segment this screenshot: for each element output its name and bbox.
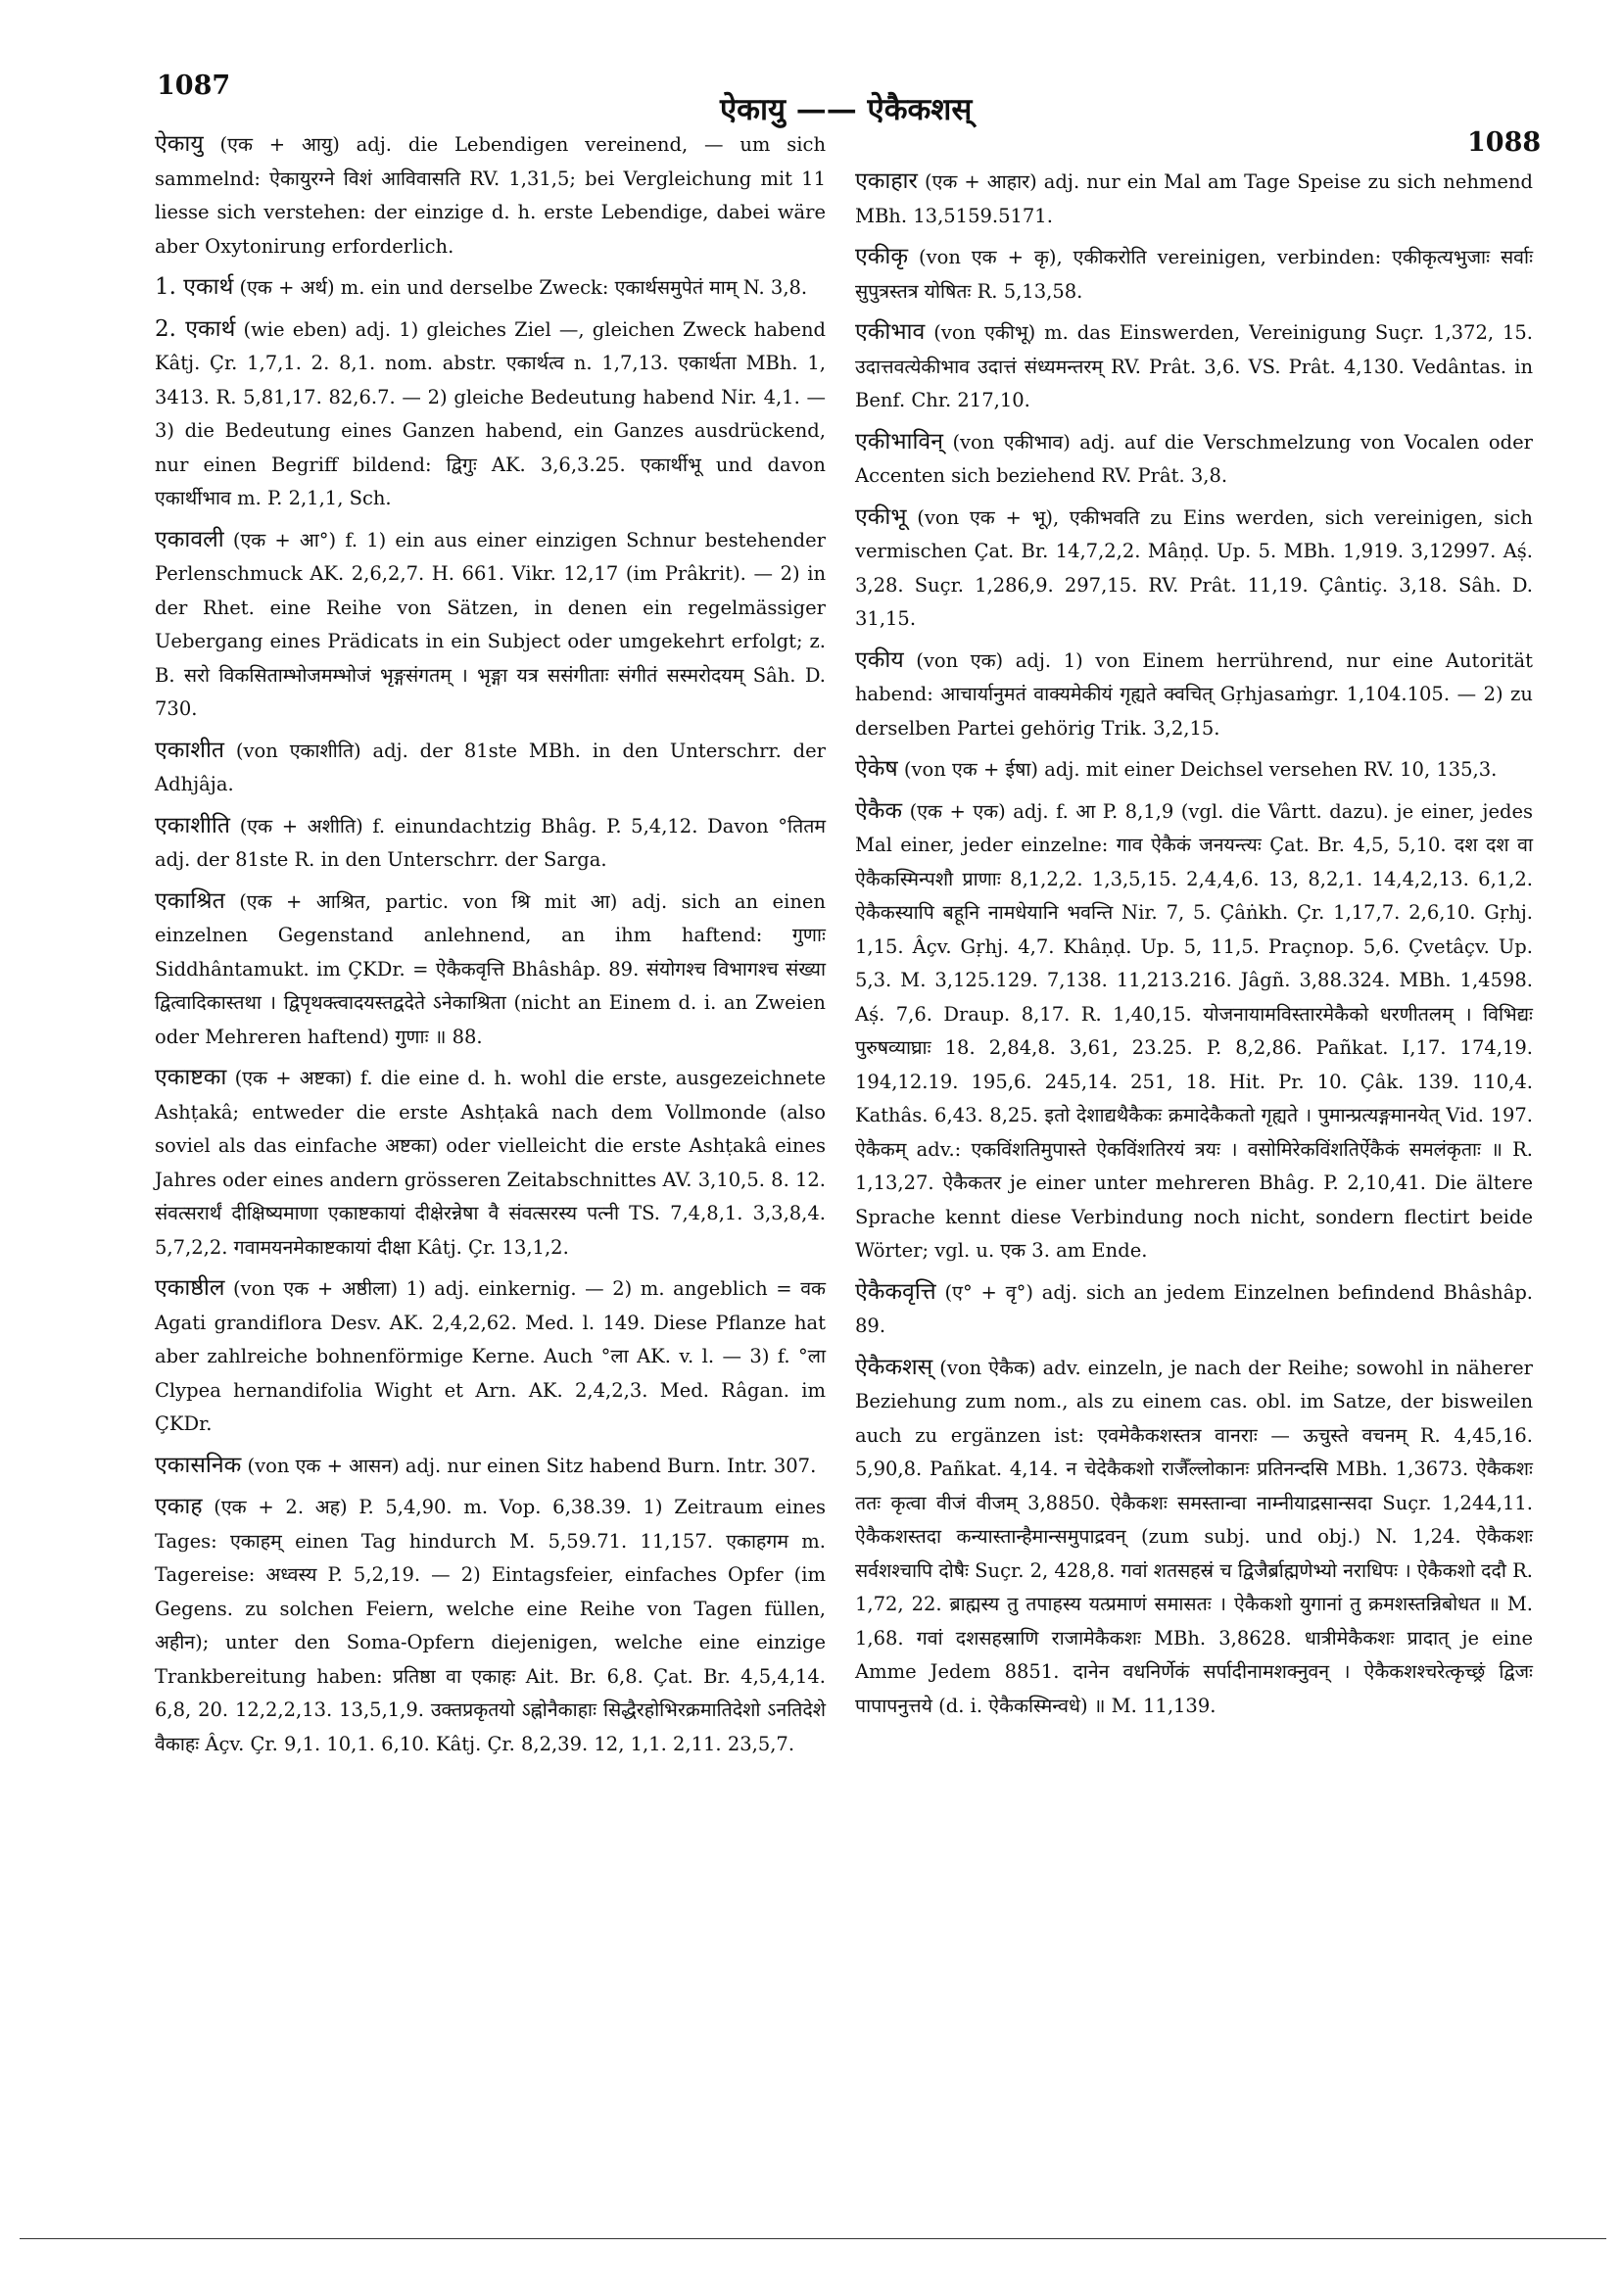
entry-lemma: एकीभाव	[855, 319, 926, 345]
page-number-left: 1087	[157, 71, 231, 101]
entry-text: (von एकीभू) m. das Einswerden, Vereinigung Suçr. 1,372, 15. उदात्तवत्येकीभाव उदात्तं संध्यमन्तरम् RV. Prât. 3,6. VS. Prât. 4,130. Vedântas. in Benf. Chr. 217,10.	[855, 321, 1534, 411]
entry-text: (एक + आयु) adj. die Lebendigen vereinend, — um sich sammelnd: ऐकायुरग्ने विशं आविवासति RV. 1,31,5; bei Vergleichung mit 11 liesse sich verstehen: der einzige d. h. erste Lebendige, dabei wäre aber Oxytonirung erforderlich.	[155, 133, 827, 258]
dictionary-entry	[855, 1275, 1533, 1344]
entry-lemma: ऐकायु	[155, 131, 204, 157]
dictionary-entry	[855, 794, 1533, 1268]
entry-text: (एक + आश्रित, partic. von श्रि mit आ) adj. sich an einen einzelnen Gegenstand anlehnend, an ihm haftend: गुणाः Siddhântamukt. im ÇKDr. = ऐकैकवृत्ति Bhâshâp. 89. संयोगश्च विभागश्च संख्या द्वित्वादिकास्तथा । द्विपृथक्त्वादयस्तद्वदेते ऽनेकाश्रिता (nicht an Einem d. i. an Zweien oder Mehreren haftend) गुणाः ॥ 88.	[155, 889, 826, 1048]
dictionary-entry	[155, 734, 826, 802]
entry-text: (wie eben) adj. 1) gleiches Ziel —, gleichen Zweck habend Kâtj. Çr. 1,7,1. 2. 8,1. nom. abstr. एकार्थत्व n. 1,7,13. एकार्थता MBh. 1, 3413. R. 5,81,17. 82,6.7. — 2) gleiche Bedeutung habend Nir. 4,1. — 3) die Bedeutung eines Ganzen habend, ein Ganzes ausdrückend, nur einen Begriff bildend: द्विगुः AK. 3,6,3.25. एकार्थीभू und davon एकार्थीभाव m. P. 2,1,1, Sch.	[155, 317, 827, 509]
entry-lemma: एकीभाविन्	[855, 428, 943, 454]
entry-lemma: ऐकैक	[855, 797, 903, 824]
entry-lemma: एकासनिक	[155, 1452, 242, 1478]
entry-lemma: एकावली	[155, 526, 224, 552]
dictionary-entry	[855, 1351, 1533, 1724]
dictionary-entry	[155, 523, 826, 727]
entry-lemma: 1. एकार्थ	[155, 274, 234, 300]
entry-text: (von ऐकैक) adv. einzeln, je nach der Reihe; sowohl in näherer Beziehung zum nom., als zu einem cas. obl. im Satze, der bisweilen auch zu ergänzen ist: एवमेकैकशस्तत्र वानराः — ऊचुस्ते वचनम् R. 4,45,16. 5,90,8. Pañkat. 4,14. न चेदेकैकशो राजैँल्लोकानः प्रतिनन्दसि MBh. 1,3673. ऐकैकशः ततः कृत्वा वीजं वीजम् 3,8850. ऐकैकशः समस्तान्वा नाम्नीयाद्रसान्सदा Suçr. 1,244,11. ऐकैकशस्तदा कन्यास्तान्हैमान्समुपाद्रवन् (zum subj. und obj.) N. 1,24. ऐकैकशः सर्वशश्चापि दोषैः Suçr. 2, 428,8. गवां शतसहस्रं च द्विजैर्ब्राह्मणेभ्यो नराधिपः । ऐकैकशो ददौ R. 1,72, 22. ब्राह्मस्य तु तपाहस्य यत्प्रमाणं समासतः । ऐकैकशो युगानां तु क्रमशस्तन्निबोधत ॥ M. 1,68. गवां दशसहस्राणि राजामेकैकशः MBh. 3,8628. धात्रीमेकैकशः प्रादात् je eine Amme Jedem 8851. दानेन वधनिर्णेकं सर्पादीनामशक्नुवन् । ऐकैकशश्चरेत्कृच्छ्रं द्विजः पापापनुत्तये (d. i. ऐकैकस्मिन्वधे) ॥ M. 11,139.	[855, 1356, 1533, 1717]
dictionary-entry	[155, 127, 826, 263]
entry-text: (एक + अशीति) f. einundachtzig Bhâg. P. 5,4,12. Davon °तितम adj. der 81ste R. in den Unterschrr. der Sarga.	[155, 814, 826, 871]
entry-text: (एक + आहार) adj. nur ein Mal am Tage Speise zu sich nehmend MBh. 13,5159.5171.	[855, 170, 1533, 227]
dictionary-entry	[155, 1061, 826, 1265]
running-head: ऐकायु —— ऐकैकशस्	[720, 92, 973, 127]
entry-lemma: एकाष्टका	[155, 1065, 227, 1090]
dictionary-entry	[155, 270, 826, 306]
dictionary-entry	[155, 1490, 826, 1761]
entry-text: (von एक + भू), एकीभवति zu Eins werden, sich vereinigen, sich vermischen Çat. Br. 14,7,2,2. Mâṇḍ. Up. 5. MBh. 1,919. 3,12997. Aṣ́. 3,28. Suçr. 1,286,9. 297,15. RV. Prât. 11,19. Çântiç. 3,18. Sâh. D. 31,15.	[855, 505, 1533, 630]
dictionary-entry	[855, 315, 1533, 418]
entry-lemma: एकीय	[855, 646, 904, 673]
right-column	[855, 165, 1533, 1730]
dictionary-entry	[155, 1449, 826, 1484]
dictionary-entry	[855, 425, 1533, 494]
entry-text: (von एक + ईषा) adj. mit einer Deichsel versehen RV. 10, 135,3.	[903, 758, 1498, 781]
entry-text: (एक + एक) adj. f. आ P. 8,1,9 (vgl. die Vârtt. dazu). je einer, jedes Mal einer, jeder einzelne: गाव ऐकैकं जनयन्त्यः Çat. Br. 4,5, 5,10. दश दश वा ऐकैकस्मिन्पशौ प्राणाः 8,1,2,2. 1,3,5,15. 2,4,4,6. 13, 8,2,1. 14,4,2,13. 6,1,2. ऐकैकस्यापि बहूनि नामधेयानि भवन्ति Nir. 7, 5. Çâṅkh. Çr. 1,17,7. 2,6,10. Gṛhj. 1,15. Âçv. Gṛhj. 4,7. Khâṇḍ. Up. 5, 11,5. Praçnop. 5,6. Çvetâçv. Up. 5,3. M. 3,125.129. 7,138. 11,213.216. Jâgñ. 3,88.324. MBh. 1,4598. Aṣ́. 7,6. Draup. 8,17. R. 1,40,15. योजनायामविस्तारमेकैको धरणीतलम् । विभिद्यः पुरुषव्याघ्राः 18. 2,84,8. 3,61, 23.25. P. 8,2,86. Pañkat. I,17. 174,19. 194,12.19. 195,6. 245,14. 251, 18. Hit. Pr. 10. Çâk. 139. 110,4. Kathâs. 6,43. 8,25. इतो देशाद्यथैकैकः क्रमादेकैकतो गृह्यते । पुमान्प्रत्यङ्गमानयेत् Vid. 197. ऐकैकम् adv.: एकविंशतिमुपास्ते ऐकविंशतिरयं त्रयः । वसोमिरेकविंशतिर्ऐकैकं समलंकृताः ॥ R. 1,13,27. ऐकैकतर je einer unter mehreren Bhâg. P. 2,10,41. Die ältere Sprache kennt diese Verbindung noch nicht, sondern flectirt beide Wörter; vgl. u. एक 3. am Ende.	[855, 799, 1534, 1262]
dictionary-entry	[155, 809, 826, 878]
entry-text: (von एकीभाव) adj. auf die Verschmelzung von Vocalen oder Accenten sich beziehend RV. Prât. 3,8.	[855, 430, 1534, 487]
dictionary-entry	[155, 885, 826, 1055]
left-column	[155, 127, 826, 1768]
entry-lemma: एकाशीत	[155, 737, 225, 763]
entry-text: (एक + आ°) f. 1) ein aus einer einzigen Schnur bestehender Perlenschmuck AK. 2,6,2,7. H. 661. Vikr. 12,17 (im Prâkrit). — 2) in der Rhet. eine Reihe von Sätzen, in denen ein regelmässiger Uebergang eines Prädicats in ein Subject oder umgekehrt erfolgt; z. B. सरो विकसिताम्भोजमम्भोजं भृङ्गसंगतम् । भृङ्गा यत्र ससंगीताः संगीतं सस्मरोदयम् Sâh. D. 730.	[155, 528, 826, 720]
entry-text: (von एक + अष्ठीला) 1) adj. einkernig. — 2) m. angeblich = वक Agati grandiflora Desv. AK. 2,4,2,62. Med. l. 149. Diese Pflanze hat aber zahlreiche bohnenförmige Kerne. Auch °ला AK. v. l. — 3) f. °ला Clypea hernandifolia Wight et Arn. AK. 2,4,2,3. Med. Râgan. im ÇKDr.	[155, 1277, 827, 1435]
entry-lemma: एकाहार	[855, 168, 918, 194]
entry-text: (ए° + वृ°) adj. sich an jedem Einzelnen befindend Bhâshâp. 89.	[855, 1280, 1534, 1337]
entry-text: (एक + 2. अह) P. 5,4,90. m. Vop. 6,38.39. 1) Zeitraum eines Tages: एकाहम् einen Tag hindurch M. 5,59.71. 11,157. एकाहगम m. Tagereise: अध्वस्य P. 5,2,19. — 2) Eintagsfeier, einfaches Opfer (im Gegens. zu solchen Feiern, welche eine Reihe von Tagen füllen, अहीन); unter den Soma-Opfern diejenigen, welche eine einzige Trankbereitung haben: प्रतिष्ठा वा एकाहः Ait. Br. 6,8. Çat. Br. 4,5,4,14. 6,8, 20. 12,2,2,13. 13,5,1,9. उक्तप्रकृतयो ऽह्नोनैकाहाः सिद्धैरहोभिरक्रमातिदेशो ऽनतिदेशे वैकाहः Âçv. Çr. 9,1. 10,1. 6,10. Kâtj. Çr. 8,2,39. 12, 1,1. 2,11. 23,5,7.	[155, 1496, 826, 1755]
dictionary-entry	[855, 240, 1533, 309]
entry-lemma: एकीभू	[855, 503, 907, 530]
page-number-right: 1088	[1467, 127, 1542, 158]
entry-lemma: ऐकैकशस्	[855, 1354, 933, 1380]
dictionary-entry	[855, 644, 1533, 746]
dictionary-entry	[855, 501, 1533, 637]
entry-text: (von एक + कृ), एकीकरोति vereinigen, verbinden: एकीकृत्यभुजाः सर्वाः सुपुत्रस्तत्र योषितः R. 5,13,58.	[855, 246, 1534, 303]
entry-text: (von एक + आसन) adj. nur einen Sitz habend Burn. Intr. 307.	[247, 1454, 817, 1477]
entry-text: (von एकाशीति) adj. der 81ste MBh. in den Unterschrr. der Adhjâja.	[155, 739, 826, 795]
entry-text: (एक + अर्थ) m. ein und derselbe Zweck: एकार्थसमुपेतं माम् N. 3,8.	[239, 276, 808, 299]
entry-lemma: एकीकृ	[855, 244, 909, 269]
dictionary-entry	[155, 312, 826, 516]
footer-rule	[20, 2238, 1606, 2239]
entry-lemma: ऐकेष	[855, 756, 898, 782]
entry-lemma: एकाशीति	[155, 812, 231, 838]
entry-lemma: एकाष्ठील	[155, 1275, 225, 1301]
entry-lemma: 2. एकार्थ	[155, 315, 236, 342]
entry-lemma: एकाह	[155, 1494, 203, 1519]
entry-text: (von एक) adj. 1) von Einem herrührend, nur eine Autorität habend: आचार्यानुमतं वाक्यमेकीयं गृह्यते क्वचित् Gṛhjasaṁgr. 1,104.105. — 2) zu derselben Partei gehörig Trik. 3,2,15.	[855, 648, 1533, 740]
entry-lemma: ऐकैकवृत्ति	[855, 1278, 936, 1305]
entry-lemma: एकाश्रित	[155, 887, 225, 914]
dictionary-entry	[855, 165, 1533, 233]
dictionary-entry	[855, 752, 1533, 788]
entry-text: (एक + अष्टका) f. die eine d. h. wohl die erste, ausgezeichnete Ashṭakâ; entweder die erste Ashṭakâ nach dem Vollmonde (also soviel als das einfache अष्टका) oder vielleicht die erste Ashṭakâ eines Jahres oder eines andern grösseren Zeitabschnittes AV. 3,10,5. 8. 12. संवत्सरार्थं दीक्षिष्यमाणा एकाष्टकायां दीक्षेरन्नेषा वै संवत्सरस्य पत्नी TS. 7,4,8,1. 3,3,8,4. 5,7,2,2. गवामयनमेकाष्टकायां दीक्षा Kâtj. Çr. 13,1,2.	[155, 1067, 826, 1259]
dictionary-entry	[155, 1271, 826, 1442]
